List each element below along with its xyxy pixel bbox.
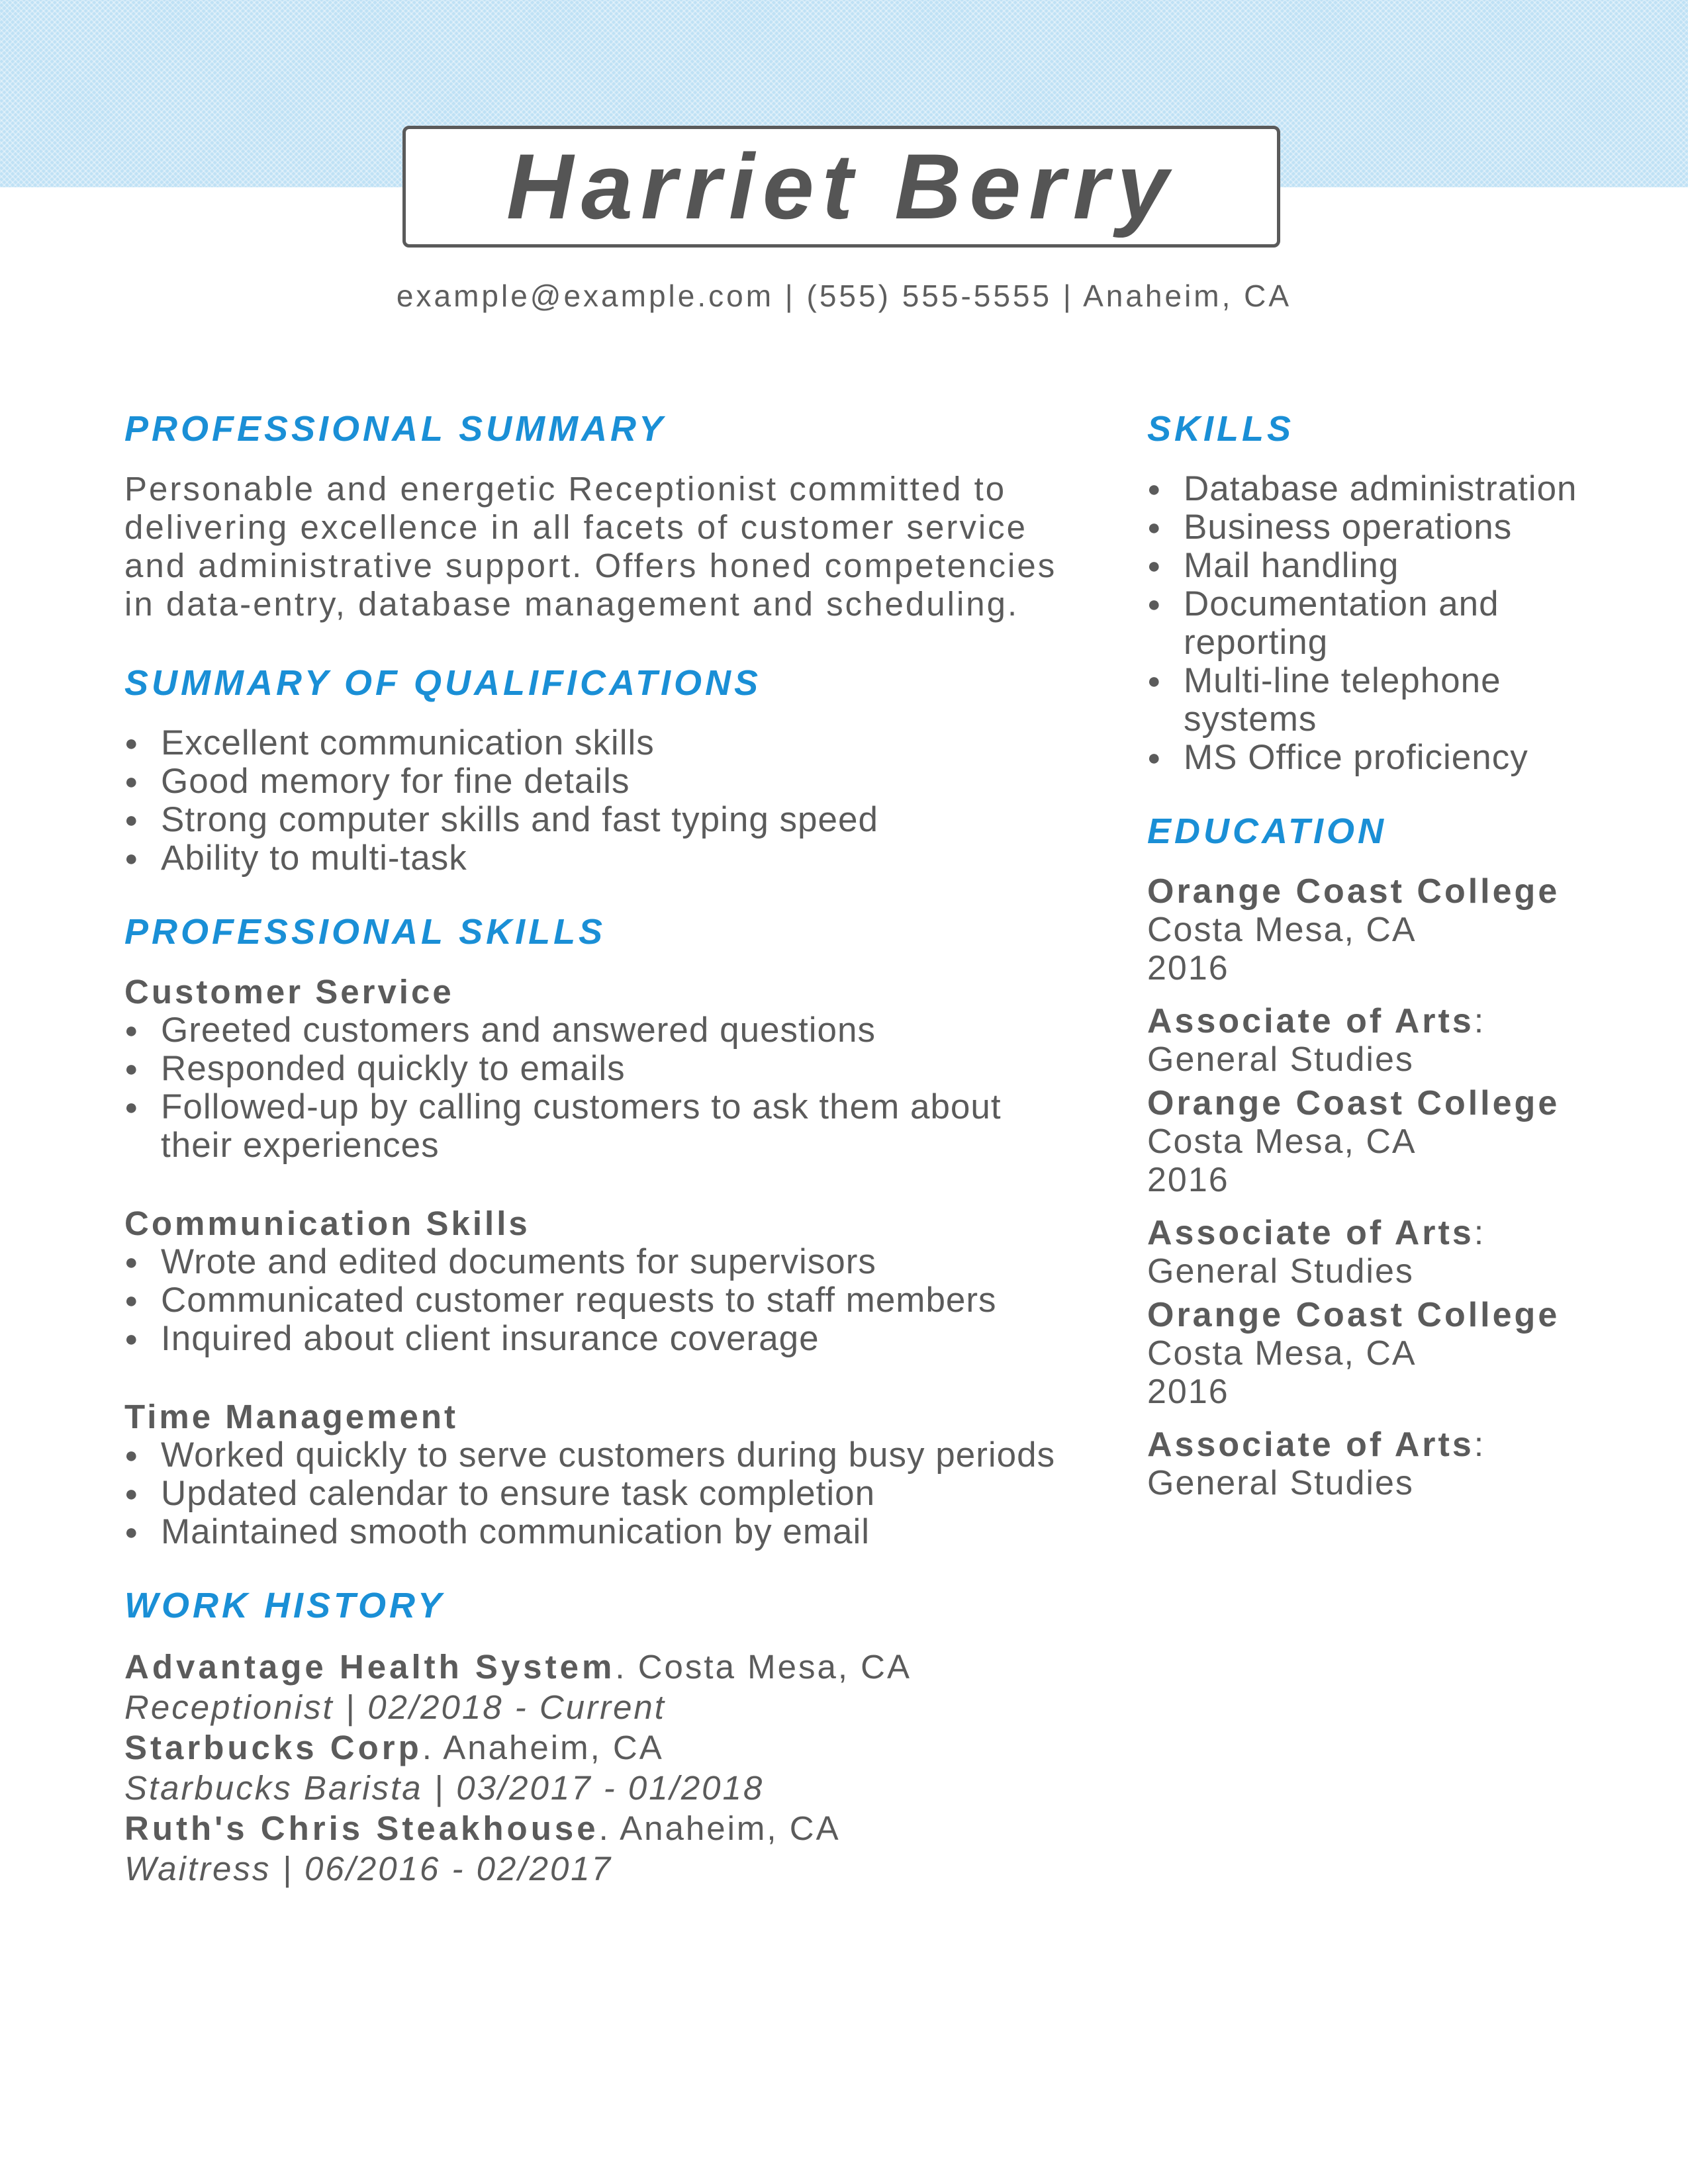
education-field: General Studies bbox=[1147, 1040, 1414, 1079]
list-item: ● Strong computer skills and fast typing speed bbox=[124, 801, 1064, 839]
list-item: ● Database administration bbox=[1147, 470, 1611, 508]
education-location: Costa Mesa, CA bbox=[1147, 911, 1417, 949]
education-entry bbox=[1147, 1084, 1611, 1291]
job-location: . Costa Mesa, CA bbox=[615, 1648, 912, 1686]
education-entry bbox=[1147, 872, 1611, 1079]
education-degree bbox=[1147, 1002, 1611, 1040]
skill-group-title: Time Management bbox=[124, 1398, 459, 1435]
job-entry bbox=[124, 1647, 1064, 1727]
job-company: Advantage Health System bbox=[124, 1648, 616, 1686]
list-item: ● Responded quickly to emails bbox=[124, 1050, 1064, 1088]
job-location: . Anaheim, CA bbox=[422, 1729, 664, 1766]
skill-group-list bbox=[124, 1436, 1064, 1551]
education-location: Costa Mesa, CA bbox=[1147, 1334, 1417, 1373]
degree-colon: : bbox=[1474, 1426, 1486, 1464]
list-item: ● Business operations bbox=[1147, 508, 1611, 547]
list-item: ● Excellent communication skills bbox=[124, 724, 1064, 762]
professional-skills-heading: PROFESSIONAL SKILLS bbox=[124, 912, 606, 952]
skill-group-title: Customer Service bbox=[124, 973, 454, 1011]
qualifications-list bbox=[124, 724, 1064, 878]
education-year: 2016 bbox=[1147, 949, 1229, 987]
skills-list bbox=[1147, 470, 1611, 777]
education-entry bbox=[1147, 1296, 1611, 1502]
job-role-dates: Waitress | 06/2016 - 02/2017 bbox=[124, 1850, 613, 1888]
list-item: ● Ability to multi-task bbox=[124, 839, 1064, 878]
list-item: ● Inquired about client insurance coverage bbox=[124, 1320, 1064, 1358]
education-school: Orange Coast College bbox=[1147, 872, 1560, 911]
contact-line: example@example.com | (555) 555-5555 | Anaheim, CA bbox=[396, 279, 1292, 313]
list-item: ● Wrote and edited documents for supervisors bbox=[124, 1243, 1064, 1281]
right-column bbox=[1147, 404, 1611, 1502]
job-location: . Anaheim, CA bbox=[598, 1809, 841, 1847]
job-role-dates: Starbucks Barista | 03/2017 - 01/2018 bbox=[124, 1769, 765, 1807]
job-header bbox=[124, 1727, 1064, 1768]
left-column bbox=[124, 404, 1064, 1889]
job-entry bbox=[124, 1727, 1064, 1808]
list-item: ● Multi-line telephone systems bbox=[1147, 662, 1611, 739]
skill-group-list bbox=[124, 1011, 1064, 1165]
degree-colon: : bbox=[1474, 1002, 1486, 1040]
job-role-dates: Receptionist | 02/2018 - Current bbox=[124, 1688, 666, 1726]
list-item: ● Worked quickly to serve customers during busy periods bbox=[124, 1436, 1064, 1475]
job-entry bbox=[124, 1808, 1064, 1889]
work-history-heading: WORK HISTORY bbox=[124, 1586, 445, 1625]
education-list bbox=[1147, 872, 1611, 1502]
skill-group-list bbox=[124, 1243, 1064, 1358]
skill-group-title: Communication Skills bbox=[124, 1205, 530, 1242]
work-history-list bbox=[124, 1647, 1064, 1889]
degree-colon: : bbox=[1474, 1214, 1486, 1252]
list-item: ● MS Office proficiency bbox=[1147, 739, 1611, 777]
professional-summary-text: Personable and energetic Receptionist committed to delivering excellence in all facets of customer service and administrative support. Offers honed competencies in data-entry, database management and scheduling. bbox=[124, 470, 1057, 623]
qualifications-heading: SUMMARY OF QUALIFICATIONS bbox=[124, 663, 761, 703]
education-field: General Studies bbox=[1147, 1464, 1414, 1502]
skill-group-time-management bbox=[124, 1398, 1064, 1551]
list-item: ● Communicated customer requests to staff members bbox=[124, 1281, 1064, 1320]
list-item: ● Good memory for fine details bbox=[124, 762, 1064, 801]
skill-group-customer-service bbox=[124, 973, 1064, 1165]
degree-name: Associate of Arts bbox=[1147, 1214, 1474, 1252]
education-degree bbox=[1147, 1214, 1611, 1252]
candidate-name: Harriet Berry bbox=[506, 134, 1176, 238]
degree-name: Associate of Arts bbox=[1147, 1426, 1474, 1464]
list-item: ● Updated calendar to ensure task completion bbox=[124, 1475, 1064, 1513]
list-item: ● Followed-up by calling customers to ask them about their experiences bbox=[124, 1088, 1064, 1165]
education-school: Orange Coast College bbox=[1147, 1296, 1560, 1334]
list-item: ● Documentation and reporting bbox=[1147, 585, 1611, 662]
professional-summary-heading: PROFESSIONAL SUMMARY bbox=[124, 409, 667, 449]
list-item: ● Greeted customers and answered questions bbox=[124, 1011, 1064, 1050]
skills-heading: SKILLS bbox=[1147, 409, 1295, 449]
education-field: General Studies bbox=[1147, 1252, 1414, 1291]
job-company: Starbucks Corp bbox=[124, 1729, 422, 1766]
education-location: Costa Mesa, CA bbox=[1147, 1122, 1417, 1161]
degree-name: Associate of Arts bbox=[1147, 1002, 1474, 1040]
name-box bbox=[402, 126, 1280, 248]
list-item: ● Maintained smooth communication by email bbox=[124, 1513, 1064, 1551]
education-school: Orange Coast College bbox=[1147, 1084, 1560, 1122]
job-header bbox=[124, 1647, 1064, 1687]
education-year: 2016 bbox=[1147, 1373, 1229, 1411]
skill-group-communication bbox=[124, 1205, 1064, 1358]
education-heading: EDUCATION bbox=[1147, 811, 1387, 851]
list-item: ● Mail handling bbox=[1147, 547, 1611, 585]
education-year: 2016 bbox=[1147, 1161, 1229, 1199]
job-company: Ruth's Chris Steakhouse bbox=[124, 1809, 599, 1847]
education-degree bbox=[1147, 1426, 1611, 1464]
job-header bbox=[124, 1808, 1064, 1848]
